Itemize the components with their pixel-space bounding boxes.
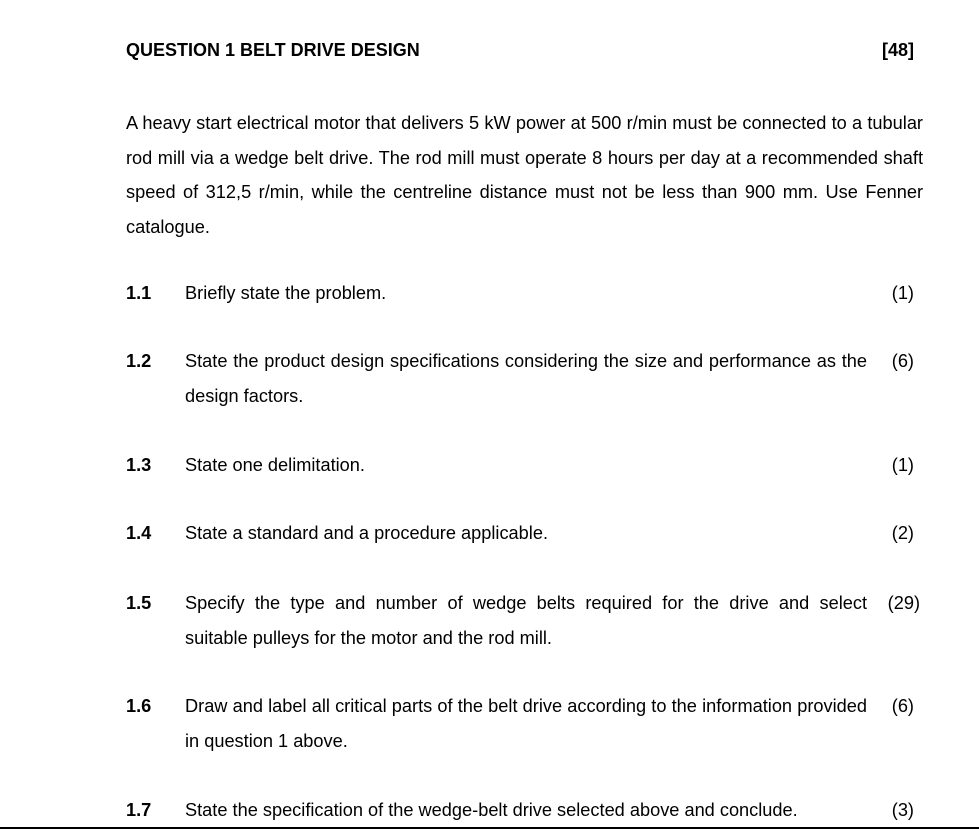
question-number: 1.2: [126, 351, 152, 371]
question-text: State a standard and a procedure applicable.: [185, 523, 548, 543]
question-marks: (1): [891, 283, 914, 303]
question-marks: (3): [891, 800, 914, 820]
question-marks: (1): [891, 455, 914, 475]
question-text: Draw and label all critical parts of the belt drive according to the information provided in question 1 above.: [185, 696, 867, 751]
question-number: 1.4: [126, 523, 152, 543]
question-text: Briefly state the problem.: [185, 283, 387, 303]
question-heading: [126, 40, 914, 64]
question-text: Specify the type and number of wedge belts required for the drive and select suitable pulleys for the motor and the rod mill.: [185, 593, 867, 648]
total-marks: [48]: [881, 40, 914, 60]
bottom-divider: [0, 827, 979, 829]
question-number: 1.5: [126, 593, 152, 613]
question-marks: (29): [887, 593, 920, 613]
question-number: 1.1: [126, 283, 152, 303]
question-number: 1.3: [126, 455, 152, 475]
question-text: State one delimitation.: [185, 455, 365, 475]
question-marks: (6): [891, 351, 914, 371]
question-text: State the product design specifications considering the size and performance as the design factors.: [185, 351, 867, 406]
question-number: 1.6: [126, 696, 152, 716]
question-marks: (6): [891, 696, 914, 716]
question-marks: (2): [891, 523, 914, 543]
question-text: State the specification of the wedge-belt drive selected above and conclude.: [185, 800, 798, 820]
problem-statement: A heavy start electrical motor that delivers 5 kW power at 500 r/min must be connected to a tubular rod mill via a wedge belt drive. The rod mill must operate 8 hours per day at a recommended shaft speed of 312,5 r/min, while the centreline distance must not be less than 900 mm. Use Fenner catalogue.: [126, 113, 923, 237]
question-number: 1.7: [126, 800, 152, 820]
question-title: QUESTION 1 BELT DRIVE DESIGN: [126, 40, 420, 60]
